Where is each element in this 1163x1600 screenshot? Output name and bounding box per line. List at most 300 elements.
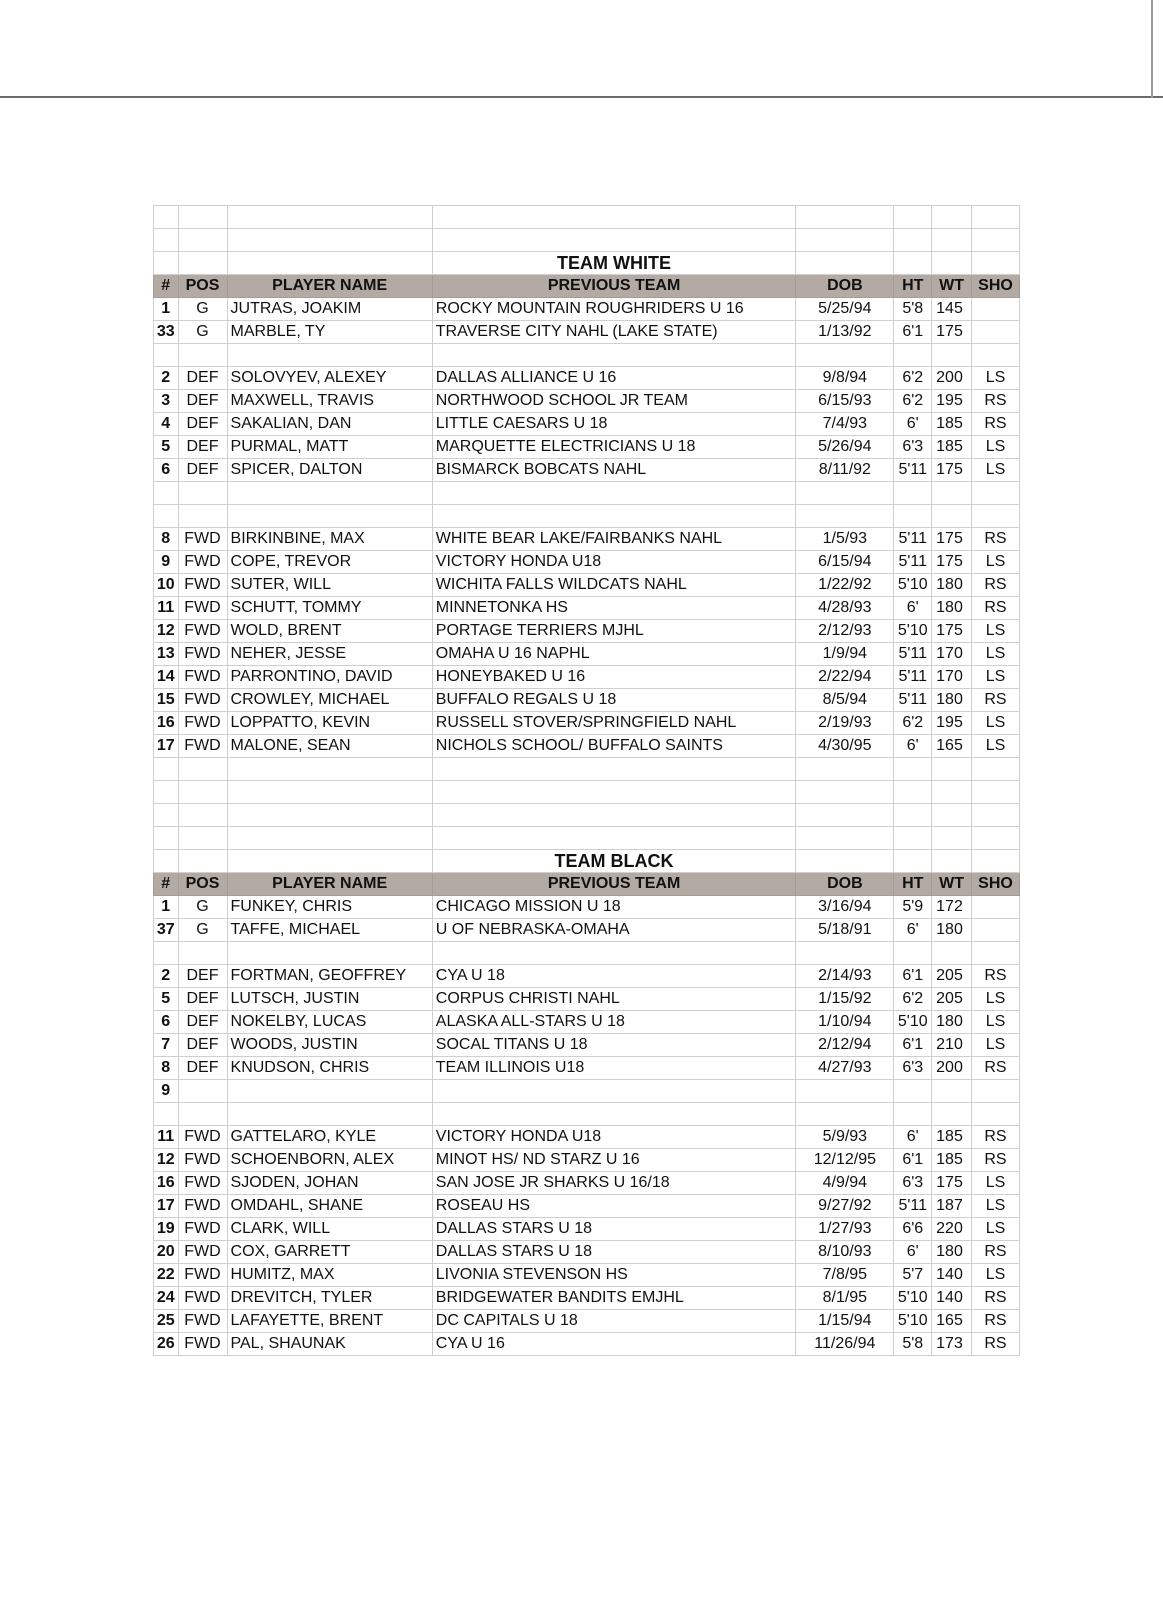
player-player-name: NEHER, JESSE [227,643,432,666]
player-number: 9 [154,551,179,574]
player-shot: RS [971,1057,1019,1080]
empty-cell [932,827,972,850]
player-shot [971,896,1019,919]
player-position: FWD [178,1264,227,1287]
empty-cell [432,758,796,781]
player-number: 10 [154,574,179,597]
player-position: FWD [178,735,227,758]
player-shot: RS [971,1287,1019,1310]
player-position: FWD [178,689,227,712]
player-shot [971,298,1019,321]
player-shot: LS [971,712,1019,735]
player-position: FWD [178,1241,227,1264]
player-number: 16 [154,1172,179,1195]
empty-cell [178,850,227,873]
empty-cell [971,850,1019,873]
roster-table [153,205,1020,1356]
empty-cell [932,942,972,965]
empty-cell [227,229,432,252]
player-height: 5'10 [894,620,932,643]
player-player-name: CLARK, WILL [227,1218,432,1241]
empty-cell [227,942,432,965]
player-row [154,712,1020,735]
empty-cell [178,804,227,827]
player-height: 6' [894,1126,932,1149]
player-previous-team: TEAM ILLINOIS U18 [432,1057,796,1080]
column-header-previous-team: PREVIOUS TEAM [432,275,796,298]
player-height: 6'3 [894,436,932,459]
empty-cell [796,850,894,873]
empty-cell [227,758,432,781]
player-number: 20 [154,1241,179,1264]
player-height: 6'1 [894,965,932,988]
player-weight: 180 [932,597,972,620]
player-row [154,1333,1020,1356]
player-height: 6'2 [894,367,932,390]
empty-cell [796,505,894,528]
player-height: 6'3 [894,1172,932,1195]
player-player-name: FUNKEY, CHRIS [227,896,432,919]
player-previous-team: SOCAL TITANS U 18 [432,1034,796,1057]
player-dob: 1/15/92 [796,988,894,1011]
player-number: 22 [154,1264,179,1287]
player-number: 11 [154,597,179,620]
player-shot: RS [971,1149,1019,1172]
player-position: DEF [178,390,227,413]
spacer-row [154,804,1020,827]
player-height: 6' [894,597,932,620]
player-shot: RS [971,528,1019,551]
player-player-name: SPICER, DALTON [227,459,432,482]
player-dob: 7/8/95 [796,1264,894,1287]
player-position: FWD [178,1172,227,1195]
player-weight: 205 [932,988,972,1011]
player-number: 2 [154,965,179,988]
player-weight: 180 [932,574,972,597]
player-row [154,1310,1020,1333]
empty-cell [932,758,972,781]
player-row [154,574,1020,597]
player-row [154,988,1020,1011]
player-row [154,413,1020,436]
player-height: 5'9 [894,896,932,919]
player-player-name: FORTMAN, GEOFFREY [227,965,432,988]
column-header-row [154,275,1020,298]
empty-cell [894,229,932,252]
player-position: FWD [178,1218,227,1241]
player-height: 5'8 [894,298,932,321]
player-shot: RS [971,1333,1019,1356]
player-dob: 7/4/93 [796,413,894,436]
player-height: 5'11 [894,689,932,712]
player-previous-team: MARQUETTE ELECTRICIANS U 18 [432,436,796,459]
player-previous-team: LIVONIA STEVENSON HS [432,1264,796,1287]
player-weight: 165 [932,735,972,758]
empty-cell [971,781,1019,804]
player-row [154,1218,1020,1241]
empty-cell [154,1103,179,1126]
player-weight: 140 [932,1264,972,1287]
player-previous-team: ALASKA ALL-STARS U 18 [432,1011,796,1034]
player-height: 5'10 [894,1310,932,1333]
player-position: DEF [178,965,227,988]
player-position: DEF [178,459,227,482]
spacer-row [154,505,1020,528]
empty-cell [432,1103,796,1126]
player-height: 6' [894,735,932,758]
player-dob: 1/13/92 [796,321,894,344]
empty-cell [154,344,179,367]
player-weight: 175 [932,459,972,482]
player-previous-team: NORTHWOOD SCHOOL JR TEAM [432,390,796,413]
player-player-name: WOLD, BRENT [227,620,432,643]
player-previous-team: RUSSELL STOVER/SPRINGFIELD NAHL [432,712,796,735]
player-dob: 1/5/93 [796,528,894,551]
scan-page-edge-right [1151,0,1153,98]
player-player-name: COX, GARRETT [227,1241,432,1264]
column-header-weight: WT [932,275,972,298]
spacer-row [154,482,1020,505]
player-position: FWD [178,574,227,597]
empty-cell [932,482,972,505]
player-number: 2 [154,367,179,390]
player-row [154,321,1020,344]
empty-cell [178,252,227,275]
player-dob: 8/11/92 [796,459,894,482]
player-shot: LS [971,643,1019,666]
player-height: 5'11 [894,551,932,574]
empty-cell [432,827,796,850]
scan-page-edge [0,96,1163,98]
player-row [154,1126,1020,1149]
player-height: 5'11 [894,1195,932,1218]
player-number: 15 [154,689,179,712]
player-previous-team: U OF NEBRASKA-OMAHA [432,919,796,942]
empty-cell [432,942,796,965]
player-number: 11 [154,1126,179,1149]
player-weight: 200 [932,367,972,390]
player-dob: 5/26/94 [796,436,894,459]
player-dob: 2/12/93 [796,620,894,643]
player-number: 17 [154,1195,179,1218]
team-title: TEAM WHITE [432,252,796,275]
player-number: 8 [154,1057,179,1080]
empty-cell [178,781,227,804]
player-shot: RS [971,1241,1019,1264]
player-position: FWD [178,712,227,735]
player-shot [971,919,1019,942]
player-weight: 185 [932,1126,972,1149]
player-position: DEF [178,413,227,436]
column-header-shot: SHO [971,873,1019,896]
column-header-dob: DOB [796,275,894,298]
player-shot: LS [971,367,1019,390]
player-height: 5'7 [894,1264,932,1287]
player-row [154,1287,1020,1310]
empty-cell [932,1103,972,1126]
player-row [154,1172,1020,1195]
player-previous-team: DALLAS STARS U 18 [432,1241,796,1264]
player-number: 12 [154,620,179,643]
empty-cell [154,229,179,252]
column-header-row [154,873,1020,896]
player-previous-team: NICHOLS SCHOOL/ BUFFALO SAINTS [432,735,796,758]
player-weight: 185 [932,1149,972,1172]
player-dob: 4/30/95 [796,735,894,758]
column-header-number: # [154,275,179,298]
column-header-shot: SHO [971,275,1019,298]
empty-cell [971,827,1019,850]
empty-cell [932,229,972,252]
empty-cell [178,1103,227,1126]
player-player-name: WOODS, JUSTIN [227,1034,432,1057]
player-dob: 1/10/94 [796,1011,894,1034]
player-position: FWD [178,620,227,643]
player-shot: LS [971,1011,1019,1034]
player-position: FWD [178,1310,227,1333]
player-weight: 165 [932,1310,972,1333]
player-row [154,1195,1020,1218]
team-title-row [154,252,1020,275]
empty-cell [432,781,796,804]
player-shot: LS [971,551,1019,574]
player-dob: 11/26/94 [796,1333,894,1356]
empty-cell [178,206,227,229]
player-height: 5'10 [894,574,932,597]
empty-cell [227,850,432,873]
player-shot: RS [971,597,1019,620]
player-number: 37 [154,919,179,942]
player-position: FWD [178,1195,227,1218]
player-number: 4 [154,413,179,436]
empty-cell [894,781,932,804]
player-height: 5'11 [894,459,932,482]
empty-cell [971,482,1019,505]
team-title: TEAM BLACK [432,850,796,873]
empty-cell [432,505,796,528]
player-row [154,643,1020,666]
empty-cell [154,781,179,804]
empty-cell [932,850,972,873]
empty-cell [178,827,227,850]
player-previous-team: PORTAGE TERRIERS MJHL [432,620,796,643]
player-dob: 8/5/94 [796,689,894,712]
player-player-name: MALONE, SEAN [227,735,432,758]
player-dob: 1/27/93 [796,1218,894,1241]
player-shot: LS [971,1218,1019,1241]
empty-cell [227,482,432,505]
column-header-dob: DOB [796,873,894,896]
player-player-name: DREVITCH, TYLER [227,1287,432,1310]
player-number: 3 [154,390,179,413]
empty-cell [894,206,932,229]
player-position: FWD [178,551,227,574]
player-row [154,919,1020,942]
empty-cell [971,1103,1019,1126]
empty-cell [796,344,894,367]
player-dob: 2/22/94 [796,666,894,689]
player-row [154,896,1020,919]
player-dob: 5/18/91 [796,919,894,942]
player-position: G [178,321,227,344]
empty-cell [932,505,972,528]
spacer-row [154,781,1020,804]
player-height: 6'2 [894,712,932,735]
player-previous-team: OMAHA U 16 NAPHL [432,643,796,666]
empty-cell [178,344,227,367]
empty-cell [154,804,179,827]
empty-cell [227,1103,432,1126]
player-weight: 175 [932,321,972,344]
empty-cell [932,252,972,275]
empty-cell [154,758,179,781]
player-position: DEF [178,436,227,459]
player-player-name: MAXWELL, TRAVIS [227,390,432,413]
player-row [154,1057,1020,1080]
player-shot: LS [971,666,1019,689]
empty-cell [894,850,932,873]
player-player-name: JUTRAS, JOAKIM [227,298,432,321]
player-shot: RS [971,390,1019,413]
player-height: 5'11 [894,528,932,551]
roster-body [154,206,1020,1356]
player-player-name: LUTSCH, JUSTIN [227,988,432,1011]
player-dob: 1/9/94 [796,643,894,666]
empty-cell [894,252,932,275]
player-weight [932,1080,972,1103]
player-dob: 1/22/92 [796,574,894,597]
player-height: 6'1 [894,321,932,344]
player-shot: RS [971,413,1019,436]
column-header-player-name: PLAYER NAME [227,873,432,896]
player-height: 6'6 [894,1218,932,1241]
player-previous-team: DC CAPITALS U 18 [432,1310,796,1333]
player-number: 1 [154,896,179,919]
player-row [154,1034,1020,1057]
player-previous-team: VICTORY HONDA U18 [432,551,796,574]
player-number: 9 [154,1080,179,1103]
player-height [894,1080,932,1103]
player-dob: 5/25/94 [796,298,894,321]
empty-cell [227,505,432,528]
empty-cell [796,229,894,252]
player-previous-team: DALLAS ALLIANCE U 16 [432,367,796,390]
empty-cell [894,758,932,781]
player-previous-team: CYA U 18 [432,965,796,988]
empty-cell [178,942,227,965]
player-shot: LS [971,436,1019,459]
player-number: 6 [154,1011,179,1034]
player-position: FWD [178,528,227,551]
empty-cell [227,804,432,827]
team-title-row [154,850,1020,873]
player-row [154,551,1020,574]
player-previous-team: HONEYBAKED U 16 [432,666,796,689]
player-number: 25 [154,1310,179,1333]
spacer-row [154,344,1020,367]
player-shot: LS [971,735,1019,758]
player-height: 6'3 [894,1057,932,1080]
player-height: 6' [894,413,932,436]
empty-cell [178,229,227,252]
player-number: 12 [154,1149,179,1172]
player-dob: 4/9/94 [796,1172,894,1195]
player-player-name: BIRKINBINE, MAX [227,528,432,551]
player-dob: 2/14/93 [796,965,894,988]
player-position: G [178,896,227,919]
player-player-name: HUMITZ, MAX [227,1264,432,1287]
empty-cell [971,758,1019,781]
player-previous-team: BRIDGEWATER BANDITS EMJHL [432,1287,796,1310]
player-player-name: OMDAHL, SHANE [227,1195,432,1218]
player-shot: RS [971,1310,1019,1333]
empty-cell [894,344,932,367]
spacer-row [154,229,1020,252]
player-dob: 8/1/95 [796,1287,894,1310]
player-player-name: SCHOENBORN, ALEX [227,1149,432,1172]
player-position: FWD [178,1126,227,1149]
player-player-name: PAL, SHAUNAK [227,1333,432,1356]
player-player-name: CROWLEY, MICHAEL [227,689,432,712]
empty-cell [227,781,432,804]
player-row [154,367,1020,390]
player-height: 5'11 [894,643,932,666]
column-header-position: POS [178,873,227,896]
empty-cell [894,1103,932,1126]
player-player-name: SAKALIAN, DAN [227,413,432,436]
column-header-height: HT [894,275,932,298]
player-number: 6 [154,459,179,482]
spacer-row [154,1103,1020,1126]
player-number: 33 [154,321,179,344]
player-previous-team: BUFFALO REGALS U 18 [432,689,796,712]
player-height: 6'2 [894,390,932,413]
empty-cell [894,505,932,528]
player-shot: LS [971,459,1019,482]
empty-cell [971,206,1019,229]
empty-cell [932,206,972,229]
player-row [154,666,1020,689]
player-position: FWD [178,1333,227,1356]
player-player-name [227,1080,432,1103]
player-number: 5 [154,436,179,459]
empty-cell [796,206,894,229]
empty-cell [178,505,227,528]
player-player-name: SOLOVYEV, ALEXEY [227,367,432,390]
player-height: 5'8 [894,1333,932,1356]
empty-cell [227,252,432,275]
player-shot: RS [971,1126,1019,1149]
player-weight: 175 [932,1172,972,1195]
player-previous-team: MINNETONKA HS [432,597,796,620]
empty-cell [154,850,179,873]
player-player-name: SCHUTT, TOMMY [227,597,432,620]
player-previous-team: WICHITA FALLS WILDCATS NAHL [432,574,796,597]
empty-cell [971,344,1019,367]
player-weight: 175 [932,551,972,574]
player-row [154,1011,1020,1034]
empty-cell [154,505,179,528]
player-position: DEF [178,367,227,390]
player-weight: 140 [932,1287,972,1310]
player-number: 13 [154,643,179,666]
spacer-row [154,827,1020,850]
empty-cell [796,1103,894,1126]
player-weight: 200 [932,1057,972,1080]
player-player-name: TAFFE, MICHAEL [227,919,432,942]
player-player-name: LOPPATTO, KEVIN [227,712,432,735]
column-header-number: # [154,873,179,896]
